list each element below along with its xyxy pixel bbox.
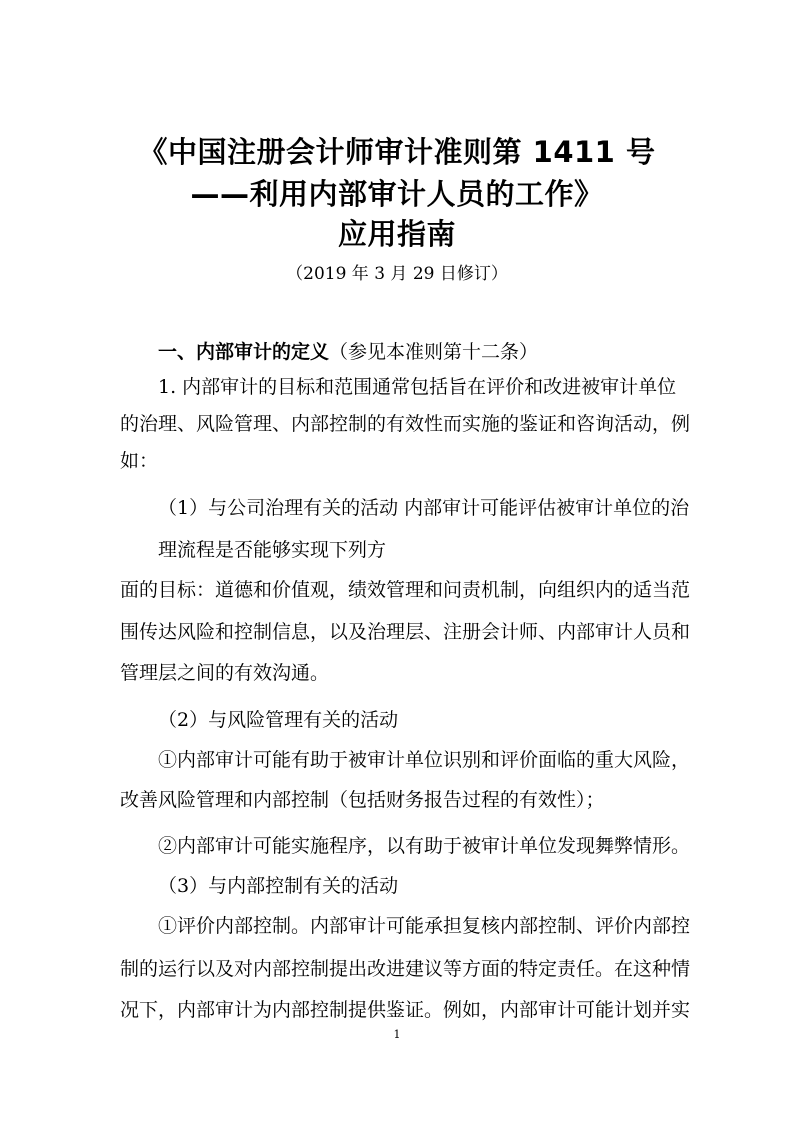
body-line: 围传达风险和控制信息，以及治理层、注册会计师、内部审计人员和 <box>120 621 691 643</box>
body-line: 制的运行以及对内部控制提出改进建议等方面的特定责任。在这种情 <box>120 958 691 980</box>
revision-note: （2019 年 3 月 29 日修订） <box>286 264 508 284</box>
body-line: ①内部审计可能有助于被审计单位识别和评价面临的重大风险， <box>158 749 691 771</box>
title-line-1: 《中国注册会计师审计准则第 1411 号 <box>138 135 656 169</box>
body-line: （1）与公司治理有关的活动 内部审计可能评估被审计单位的治 <box>158 497 690 519</box>
title-line-2: ——利用内部审计人员的工作》 <box>190 177 604 211</box>
title-line-3: 应用指南 <box>337 217 456 251</box>
page-number: 1 <box>393 1028 401 1041</box>
body-line: ②内部审计可能实施程序，以有助于被审计单位发现舞弊情形。 <box>158 835 691 857</box>
body-line: 管理层之间的有效沟通。 <box>120 662 330 684</box>
section-heading-reference: （参见本准则第十二条） <box>329 341 539 363</box>
body-line: （3）与内部控制有关的活动 <box>158 875 399 897</box>
body-line: 如： <box>120 450 159 472</box>
section-heading <box>158 337 538 367</box>
body-line: （2）与风险管理有关的活动 <box>158 709 399 731</box>
body-line: 况下，内部审计为内部控制提供鉴证。例如，内部审计可能计划并实 <box>120 999 691 1021</box>
body-line: 改善风险管理和内部控制（包括财务报告过程的有效性）； <box>120 789 605 811</box>
body-line: 面的目标：道德和价值观，绩效管理和问责机制，向组织内的适当范 <box>120 579 691 601</box>
body-line: ①评价内部控制。内部审计可能承担复核内部控制、评价内部控 <box>158 915 691 937</box>
body-line: 理流程是否能够实现下列方 <box>158 539 387 561</box>
body-line: 1. 内部审计的目标和范围通常包括旨在评价和改进被审计单位 <box>158 376 677 398</box>
section-heading-title: 一、内部审计的定义 <box>158 341 330 363</box>
body-line: 的治理、风险管理、内部控制的有效性而实施的鉴证和咨询活动，例 <box>120 413 691 435</box>
